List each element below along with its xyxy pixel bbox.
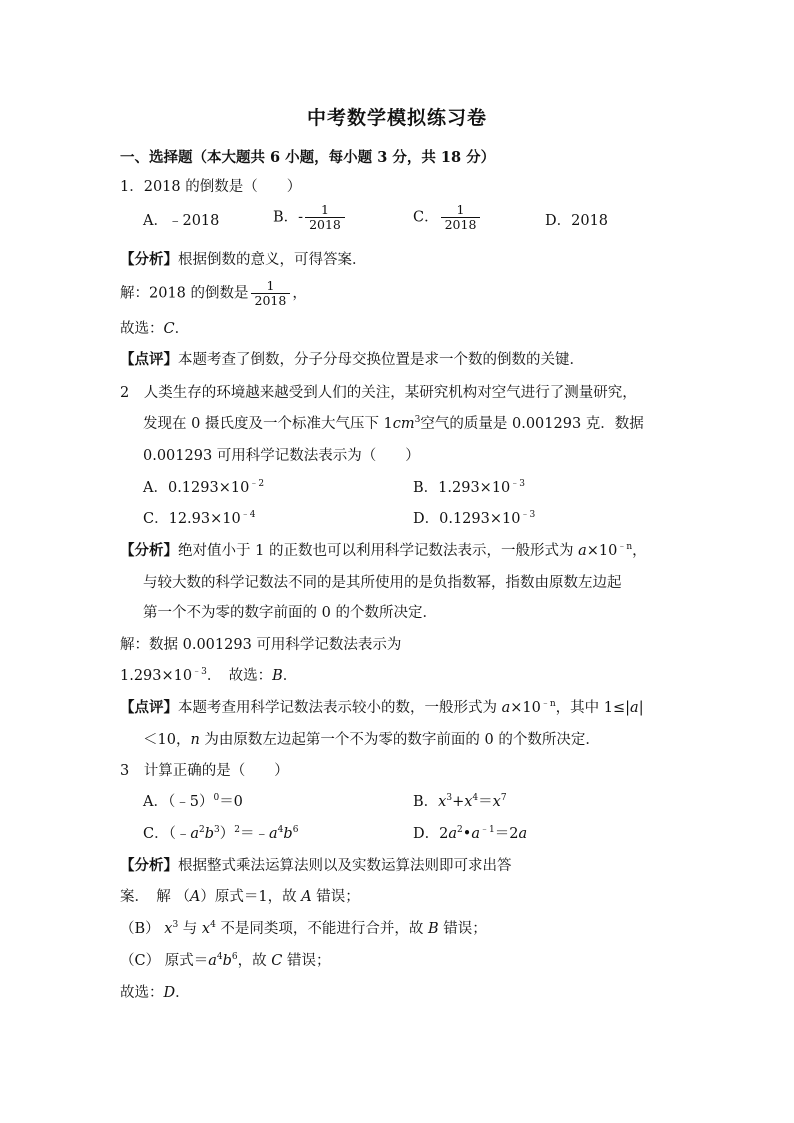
comment-text: ＜10， [143,732,191,748]
var-a: a [471,826,480,842]
q2-analysis-line1 [120,541,647,561]
var-b: b [222,953,232,969]
q2-analysis-line3: 第一个不为零的数字前面的 0 的个数所决定． [143,605,437,621]
solution-text: ． 故选： [206,668,273,684]
q3-analysis-line3 [120,919,487,939]
operator: ＝ [478,794,493,810]
fraction-denominator: 2018 [251,293,291,308]
q1-option-c-fraction [441,203,481,232]
q1-comment [120,350,584,370]
fraction-denominator: 2018 [441,217,481,232]
exponent: ﹣3 [510,479,526,489]
q3-analysis-line2 [120,887,360,907]
section-heading: 一、选择题（本大题共 6 小题，每小题 3 分，共 18 分） [120,149,496,166]
var-a: a [518,826,528,842]
analysis-tag: 【分析】 [120,857,178,874]
comment-text: 为由原数左边起第一个不为零的数字前面的 0 的个数所决定． [199,732,600,748]
solution-text: 1.293×10 [120,668,193,684]
q1-option-b [273,203,347,241]
exponent: ﹣3 [520,510,536,520]
fraction-numerator: 1 [456,202,465,217]
exponent: 6 [231,952,238,962]
q1-solution [120,279,307,319]
analysis-text: （B） [120,921,165,937]
question-2-stem-line2 [143,414,644,434]
var-a: a [190,826,200,842]
option-text: C．12.93×10 [143,511,241,527]
option-text: ＝0 [219,794,243,810]
exponent: 4 [472,793,479,803]
q3-option-a [143,792,243,812]
exponent: 4 [216,952,223,962]
operator: ＝2 [494,826,519,842]
choice-label: 故选： [120,321,164,337]
var-x: x [492,794,501,810]
option-ref: C [271,953,283,969]
page-title: 中考数学模拟练习卷 [306,107,487,129]
analysis-tag: 【分析】 [120,251,178,268]
exponent: 3 [214,825,220,835]
exponent: 0 [213,793,220,803]
analysis-text: 错误； [282,953,331,969]
option-ref: A [301,889,312,905]
analysis-text: 错误； [311,889,360,905]
q2-comment-line2 [143,730,600,750]
option-text: D．0.1293×10 [413,511,521,527]
choice-end: ． [174,321,190,337]
exponent: ﹣n [617,542,633,552]
choice-label: 故选： [120,985,164,1001]
operator: ＝﹣ [240,826,270,842]
exponent: ﹣2 [249,479,265,489]
comment-text: | [638,700,644,716]
q1-option-d: D．2018 [545,213,609,229]
exponent: 3 [414,415,421,425]
solution-end: ， [292,285,307,302]
var-x: x [201,921,211,937]
option-text: B．1.293×10 [413,480,511,496]
exponent: 2 [457,825,463,835]
solution-text: ． [282,668,298,684]
var-a: a [269,826,278,842]
comment-tag: 【点评】 [120,351,178,368]
q2-analysis-line2: 与较大数的科学记数法不同的是其所使用的是负指数幂，指数由原数左边起 [143,575,622,591]
q1-option-b-fraction [305,203,345,232]
var-a: a [630,700,639,716]
exponent: 2 [199,825,205,835]
q2-solution-line2 [120,666,297,686]
fraction-denominator: 2018 [305,217,345,232]
analysis-text: （C） 原式＝ [120,953,209,969]
q3-option-b [413,792,507,812]
exponent: 6 [292,825,299,835]
analysis-text: ， [632,543,647,559]
var-a: a [208,953,217,969]
var-a: a [448,826,458,842]
paren: ） [219,826,235,842]
exponent: 7 [500,793,507,803]
q1-analysis [120,250,367,270]
q2-option-a [143,478,264,498]
q1-option-a: A．﹣2018 [143,213,220,229]
analysis-text: 绝对值小于 1 的正数也可以利用科学记数法表示，一般形式为 [178,543,579,559]
option-label: D．2 [413,826,449,842]
q1-choice [120,319,189,339]
exponent: 4 [277,825,284,835]
exponent: ﹣3 [192,667,207,677]
choice-end: ． [175,985,190,1001]
analysis-text: ×10 [586,543,618,559]
analysis-text: ，故 [237,953,272,969]
option-label: C．（﹣ [143,826,191,842]
fraction-numerator: 1 [266,278,275,293]
q2-comment-line1 [120,698,644,718]
exponent: 3 [172,920,179,930]
q1-option-c [413,203,482,241]
var-x: x [164,921,173,937]
q2-solution-line1: 解：数据 0.001293 可用科学记数法表示为 [120,637,402,653]
var-b: b [283,826,293,842]
q3-choice [120,983,190,1003]
q3-option-d [413,824,527,844]
q2-option-b [413,478,525,498]
q2-option-d [413,509,535,529]
q3-analysis-line1 [120,856,512,876]
analysis-tag: 【分析】 [120,542,178,559]
analysis-text: 错误； [438,921,487,937]
q1-option-b-label: B． [273,209,299,226]
exponent: ﹣n [540,699,556,709]
q3-analysis-line4 [120,951,330,971]
choice-letter: C [163,321,175,337]
operator: + [452,794,465,810]
comment-text: 本题考查了倒数，分子分母交换位置是求一个数的倒数的关键． [178,352,584,368]
comment-text: ，其中 1≤| [555,700,631,716]
exponent: ﹣4 [240,510,256,520]
exponent: 2 [234,825,241,835]
analysis-text: 与 [178,921,202,937]
exponent: 3 [446,793,453,803]
exponent: 4 [210,920,216,930]
analysis-text: 案． 解 （ [120,889,190,905]
var-x: x [438,794,447,810]
option-text: A．0.1293×10 [143,480,250,496]
var-a: a [578,543,587,559]
question-2-stem-line1: 2 人类生存的环境越来越受到人们的关注，某研究机构对空气进行了测量研究， [120,385,637,401]
q2-option-c [143,509,255,529]
option-text: A．（﹣5） [143,794,214,810]
question-1-stem: 1．2018 的倒数是（ ） [120,179,302,195]
var-x: x [464,794,473,810]
choice-letter: D [163,985,176,1001]
analysis-text: 不是同类项，不能进行合并，故 [215,921,429,937]
option-ref: B [428,921,439,937]
choice-letter: B [272,668,283,684]
fraction-numerator: 1 [320,202,329,217]
analysis-text: ）原式＝1，故 [200,889,302,905]
question-3-stem: 3 计算正确的是（ ） [120,763,289,779]
comment-tag: 【点评】 [120,699,178,716]
comment-text: 本题考查用科学记数法表示较小的数，一般形式为 [178,700,502,716]
analysis-text: 根据倒数的意义，可得答案． [178,252,367,268]
unit-cm: cm [392,416,415,432]
q3-option-c [143,824,298,844]
solution-text: 解：2018 的倒数是 [120,285,249,302]
operator: • [462,826,472,842]
var-a: a [501,700,511,716]
stem-text: 发现在 0 摄氏度及一个标准大气压下 1 [143,416,393,432]
q1-option-c-label: C． [413,209,439,226]
var-b: b [204,826,215,842]
stem-text: 空气的质量是 0.001293 克．数据 [420,416,644,432]
q1-option-b-sign: - [298,209,304,226]
question-2-stem-line3: 0.001293 可用科学记数法表示为（ ） [143,448,420,464]
option-ref: A [189,889,201,905]
q1-solution-fraction [251,279,291,308]
exponent: ﹣1 [479,825,495,835]
analysis-text: 根据整式乘法运算法则以及实数运算法则即可求出答 [178,858,512,874]
option-label: B． [413,794,439,810]
var-n: n [190,732,200,748]
comment-text: ×10 [510,700,541,716]
